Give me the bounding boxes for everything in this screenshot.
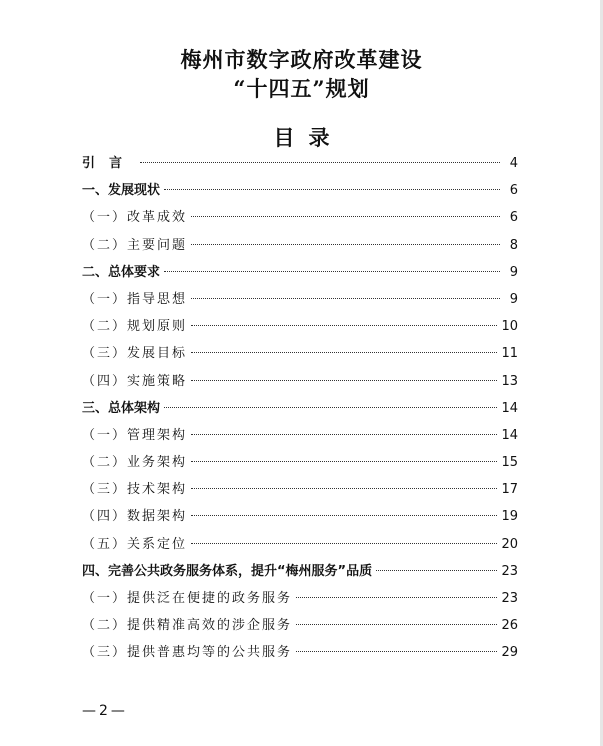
document-title-line-2: “十四五”规划 xyxy=(233,76,370,101)
toc-entry-label: （二）提供精准高效的涉企服务 xyxy=(82,618,293,634)
toc-entry-label: （三）提供普惠均等的公共服务 xyxy=(82,645,293,661)
toc-entry[interactable] xyxy=(82,558,518,585)
toc-entry-page-number: 26 xyxy=(501,618,518,634)
toc-entry-label: （四）实施策略 xyxy=(82,373,188,389)
toc-entry[interactable] xyxy=(82,232,518,259)
toc-entry-label: （三）发展目标 xyxy=(82,346,188,362)
toc-entry-page-number: 6 xyxy=(509,183,518,199)
toc-entry[interactable] xyxy=(82,422,518,449)
toc-entry-page-number: 15 xyxy=(501,455,518,471)
toc-dot-leader xyxy=(376,570,497,571)
toc-dot-leader xyxy=(191,543,497,544)
toc-entry-label: 三、总体架构 xyxy=(82,400,161,416)
toc-entry-page-number: 10 xyxy=(501,319,518,335)
toc-dot-leader xyxy=(191,325,497,326)
toc-entry[interactable] xyxy=(82,368,518,395)
toc-dot-leader xyxy=(191,461,497,462)
toc-entry-label: 一、发展现状 xyxy=(82,183,161,199)
toc-dot-leader xyxy=(296,651,497,652)
toc-dot-leader xyxy=(191,298,500,299)
toc-entry[interactable] xyxy=(82,150,518,177)
document-title-line-1: 梅州市数字政府改革建设 xyxy=(180,47,423,72)
toc-entry-label: （二）业务架构 xyxy=(82,455,188,471)
toc-entry-label: （一）指导思想 xyxy=(82,291,188,307)
toc-entry[interactable] xyxy=(82,531,518,558)
toc-dot-leader xyxy=(140,162,500,163)
toc-entry-label: 四、完善公共政务服务体系，提升“梅州服务”品质 xyxy=(82,563,373,579)
toc-entry-page-number: 14 xyxy=(501,400,518,416)
toc-entry-page-number: 20 xyxy=(501,536,518,552)
table-of-contents xyxy=(82,150,518,667)
toc-entry[interactable] xyxy=(82,204,518,231)
toc-entry-label: （五）关系定位 xyxy=(82,536,188,552)
toc-dot-leader xyxy=(191,380,497,381)
toc-dot-leader xyxy=(164,271,500,272)
toc-entry-page-number: 29 xyxy=(501,645,518,661)
toc-entry[interactable] xyxy=(82,395,518,422)
toc-entry[interactable] xyxy=(82,639,518,666)
toc-entry[interactable] xyxy=(82,313,518,340)
toc-dot-leader xyxy=(164,189,500,190)
toc-entry[interactable] xyxy=(82,585,518,612)
toc-dot-leader xyxy=(191,434,497,435)
toc-entry[interactable] xyxy=(82,177,518,204)
toc-dot-leader xyxy=(191,216,500,217)
toc-entry[interactable] xyxy=(82,449,518,476)
toc-entry-label: （二）主要问题 xyxy=(82,237,188,253)
toc-heading: 目录 xyxy=(273,125,344,150)
toc-entry-label: （四）数据架构 xyxy=(82,509,188,525)
toc-entry-page-number: 19 xyxy=(501,509,518,525)
toc-dot-leader xyxy=(191,244,500,245)
toc-entry[interactable] xyxy=(82,503,518,530)
toc-entry-label: （三）技术架构 xyxy=(82,482,188,498)
toc-entry[interactable] xyxy=(82,476,518,503)
toc-entry-page-number: 23 xyxy=(501,591,518,606)
toc-entry-page-number: 11 xyxy=(501,346,518,362)
toc-entry-page-number: 4 xyxy=(509,156,518,171)
toc-entry-page-number: 13 xyxy=(501,373,518,389)
toc-entry-label: （一）改革成效 xyxy=(82,210,188,226)
page-number-footer: —2— xyxy=(82,703,128,719)
toc-entry[interactable] xyxy=(82,612,518,639)
toc-entry-page-number: 14 xyxy=(501,427,518,443)
toc-entry-page-number: 23 xyxy=(501,563,518,579)
toc-dot-leader xyxy=(164,407,497,408)
toc-entry-page-number: 17 xyxy=(501,482,518,498)
toc-entry-label: 引言 xyxy=(82,156,137,171)
toc-entry[interactable] xyxy=(82,259,518,286)
toc-dot-leader xyxy=(296,597,497,598)
toc-entry-page-number: 9 xyxy=(509,291,518,307)
toc-entry[interactable] xyxy=(82,286,518,313)
toc-dot-leader xyxy=(191,352,497,353)
toc-entry-label: （一）管理架构 xyxy=(82,427,188,443)
toc-entry-page-number: 9 xyxy=(509,264,518,280)
toc-dot-leader xyxy=(296,624,497,625)
toc-dot-leader xyxy=(191,515,497,516)
toc-entry-page-number: 8 xyxy=(509,237,518,253)
toc-entry-label: （二）规划原则 xyxy=(82,319,188,335)
toc-entry-page-number: 6 xyxy=(509,210,518,226)
toc-entry-label: （一）提供泛在便捷的政务服务 xyxy=(82,591,293,606)
toc-dot-leader xyxy=(191,488,497,489)
toc-entry-label: 二、总体要求 xyxy=(82,264,161,280)
toc-entry[interactable] xyxy=(82,340,518,367)
